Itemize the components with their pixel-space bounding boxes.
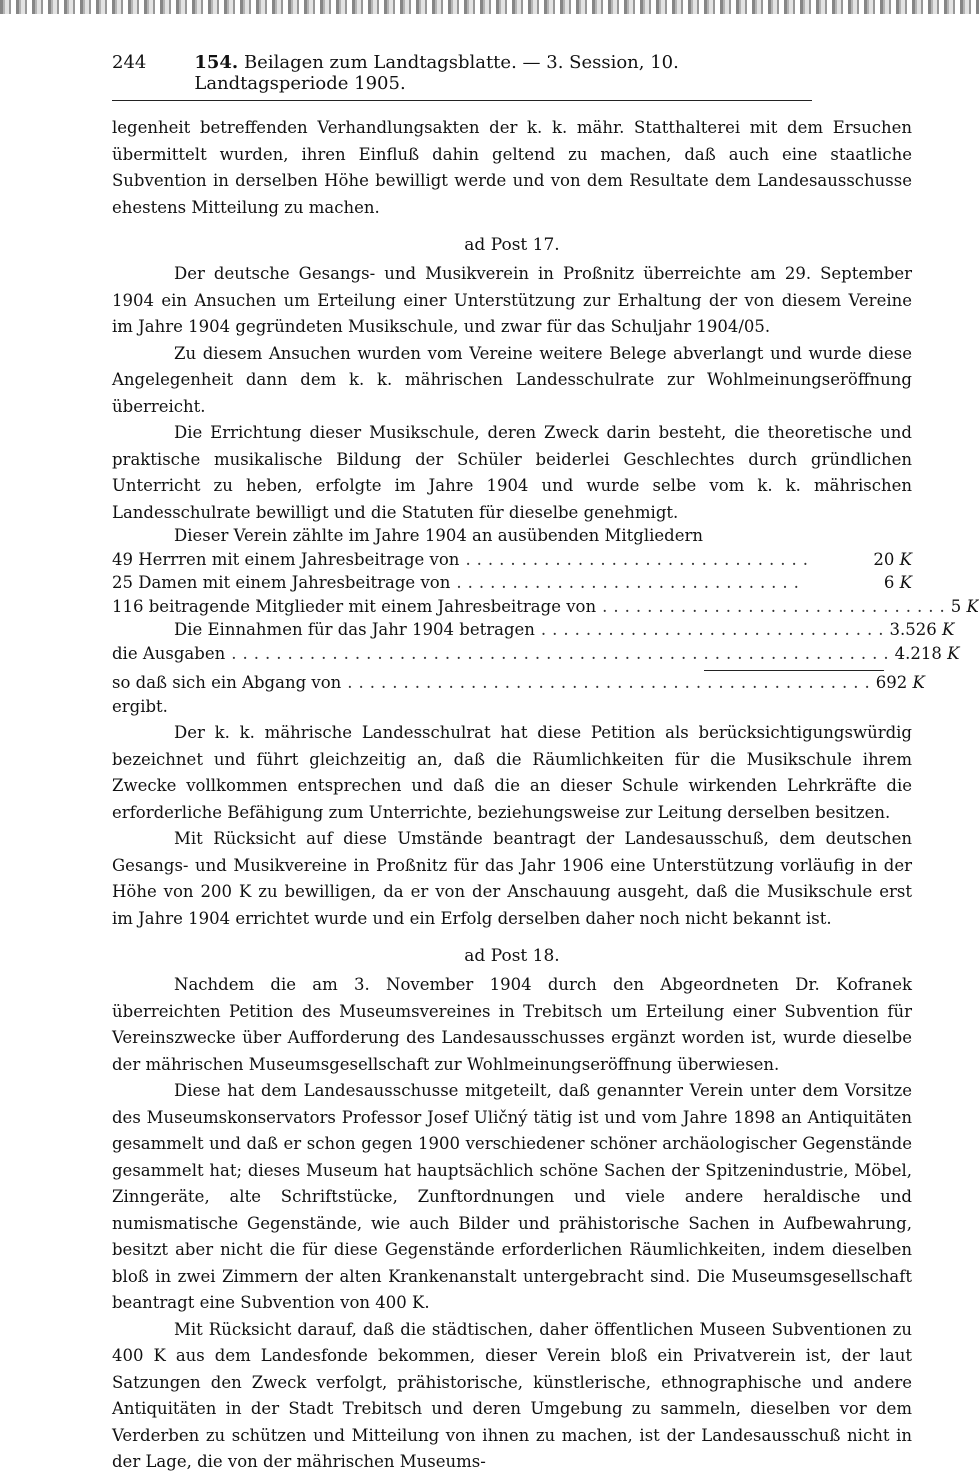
intro-paragraph: legenheit betreffenden Verhandlungsakten der k. k. mähr. Statthalterei mit dem Ersuchen übermittelt wurden, ihren Einfluß dahin geltend zu machen, daß auch eine staatliche Subvention in derselben Höhe bewilligt werde und von dem Resultate dem Landesausschusse ehestens Mitteilung zu machen. <box>112 118 912 217</box>
ledger-label: 116 beitragende Mitglieder mit einem Jahresbeitrage von <box>112 596 597 616</box>
section-17-paragraph-4: Der k. k. mährische Landesschulrat hat diese Petition als berücksichtigungswürdig bezeichnet und führt gleichzeitig an, daß die Räumlichkeiten für die Musikschule ihrem Zwecke vollkommen entsprechen und daß die an dieser Schule wirkenden Lehrkräfte die erforderliche Befähigung zum Unterrichte, beziehungsweise zur Leitung derselben besitzen. <box>112 723 912 822</box>
membership-ledger <box>112 526 979 720</box>
ledger-leader-dots: ............................... <box>602 596 951 616</box>
ledger-row <box>112 596 979 621</box>
ledger-label: 25 Damen mit einem Jahresbeitrage von <box>112 573 451 592</box>
ledger-amount: 20 K <box>873 549 912 569</box>
ledger-leader-dots: ............................... <box>456 573 805 592</box>
ledger-row <box>112 550 912 574</box>
page-header <box>112 52 812 101</box>
ledger-amount: 3.526 K <box>889 620 955 639</box>
journal-title: Beilagen zum Landtagsblatte. — 3. Session, 10. Landtagsperiode 1905. <box>194 52 679 94</box>
section-18-heading: ad Post 18. <box>464 946 560 966</box>
section-18-paragraph-1: Nachdem die am 3. November 1904 durch den Abgeordneten Dr. Kofranek überreichten Petition des Museumsvereines in Trebitsch um Erteilung einer Subvention für Vereinszwecke über Aufforderung des Landesausschusses ergänzt worden ist, wurde dieselbe der mährischen Museumsgesellschaft zur Wohlmeinungseröffnung überwiesen. <box>112 975 912 1074</box>
section-18-paragraph-3: Mit Rücksicht darauf, daß die städtischen, daher öffentlichen Museen Subventionen zu 400 K aus dem Landesfonde bekommen, dieser Verein bloß ein Privatverein ist, der laut Satzungen den Zweck verfolgt, prähistorische, künstlerische, ethnographische und andere Antiquitäten in der Stadt Trebitsch und deren Umgebung zu sammeln, dieselben vor dem Verderben zu schützen und Mitteilung von ihnen zu machen, ist der Landesausschuß nicht in der Lage, die von der mährischen Museums- <box>112 1319 912 1471</box>
ledger-amount: 5 K <box>950 596 979 616</box>
section-17-paragraph-3: Die Errichtung dieser Musikschule, deren Zweck darin besteht, die theoretische und praktische musikalische Bildung der Schüler beiderlei Geschlechtes durch gründlichen Unterricht zu heben, erfolgte im Jahre 1904 und wurde selbe vom k. k. mährischen Landesschulrate bewilligt und die Statuten für dieselbe genehmigt. <box>112 423 912 522</box>
journal-number: 154. <box>194 52 239 73</box>
section-17-heading: ad Post 17. <box>464 235 560 255</box>
ledger-label: Die Einnahmen für das Jahr 1904 betragen <box>174 620 535 639</box>
ledger-end-text: ergibt. <box>112 696 168 716</box>
page-number: 244 <box>112 52 147 73</box>
ledger-leader-dots: ............................... <box>540 620 890 639</box>
journal-line <box>194 52 812 94</box>
ledger-intro <box>112 526 912 550</box>
section-17-paragraph-5: Mit Rücksicht auf diese Umstände beantragt der Landesausschuß, dem deutschen Gesangs- und Musikvereine in Proßnitz für das Jahr 1906 eine Unterstützung vorläufig in der Höhe von 200 K zu bewilligen, da er von der Anschauung ausgeht, daß die Musikschule erst im Jahre 1904 errichtet wurde und ein Erfolg derselben daher noch nicht bekannt ist. <box>112 829 912 928</box>
ledger-leader-dots: ............................... <box>465 549 815 569</box>
document-page <box>112 52 979 1476</box>
ledger-end <box>112 697 912 721</box>
sum-rule <box>704 670 884 671</box>
ledger-amount: 692 K <box>875 673 925 692</box>
ledger-row <box>112 573 912 597</box>
ledger-row <box>112 620 955 644</box>
ledger-row <box>112 643 960 668</box>
ledger-label: 49 Herrren mit einem Jahresbeitrage von <box>112 549 460 569</box>
ledger-leader-dots: ............................................... <box>347 673 876 692</box>
section-18-paragraph-2: Diese hat dem Landesausschusse mitgeteilt, daß genannter Verein unter dem Vorsitze des Museumskonservators Professor Josef Uličný tätig ist und vom Jahre 1898 an Antiquitäten gesammelt und daß er schon gegen 1900 verschiedener schöner archäologischer Gegenstände gesammelt hat; dieses Museum hat hauptsächlich schöne Sachen der Spitzenindustrie, Möbel, Zinngeräte, alte Schriftstücke, Zunftordnungen und viele andere heraldische und numismatische Gegenstände, wie auch Bilder und prähistorische Sachen in Aufbewahrung, besitzt aber nicht die für diese Gegenstände erforderlichen Räumlichkeiten, indem dieselben bloß in zwei Zimmern der alten Krankenanstalt untergebracht sind. Die Museumsgesellschaft beantragt eine Subvention von 400 K. <box>112 1081 912 1312</box>
ledger-intro-text: Dieser Verein zählte im Jahre 1904 an ausübenden Mitgliedern <box>174 526 703 545</box>
ledger-label: die Ausgaben <box>112 643 226 663</box>
ledger-row <box>112 673 925 697</box>
ledger-amount: 4.218 K <box>894 643 960 663</box>
ledger-amount: 6 K <box>883 573 912 592</box>
ledger-label: so daß sich ein Abgang von <box>112 673 342 692</box>
section-17-paragraph-2: Zu diesem Ansuchen wurden vom Vereine weitere Belege abverlangt und wurde diese Angelegenheit dann dem k. k. mährischen Landesschulrate zur Wohlmeinungseröffnung überreicht. <box>112 343 912 416</box>
scan-edge <box>0 0 979 14</box>
section-17-paragraph-1: Der deutsche Gesangs- und Musikverein in Proßnitz überreichte am 29. September 1904 ein Ansuchen um Erteilung einer Unterstützung zur Erhaltung der von diesem Vereine im Jahre 1904 gegründeten Musikschule, und zwar für das Schuljahr 1904/05. <box>112 264 912 336</box>
ledger-leader-dots: ........................................................... <box>231 643 895 663</box>
